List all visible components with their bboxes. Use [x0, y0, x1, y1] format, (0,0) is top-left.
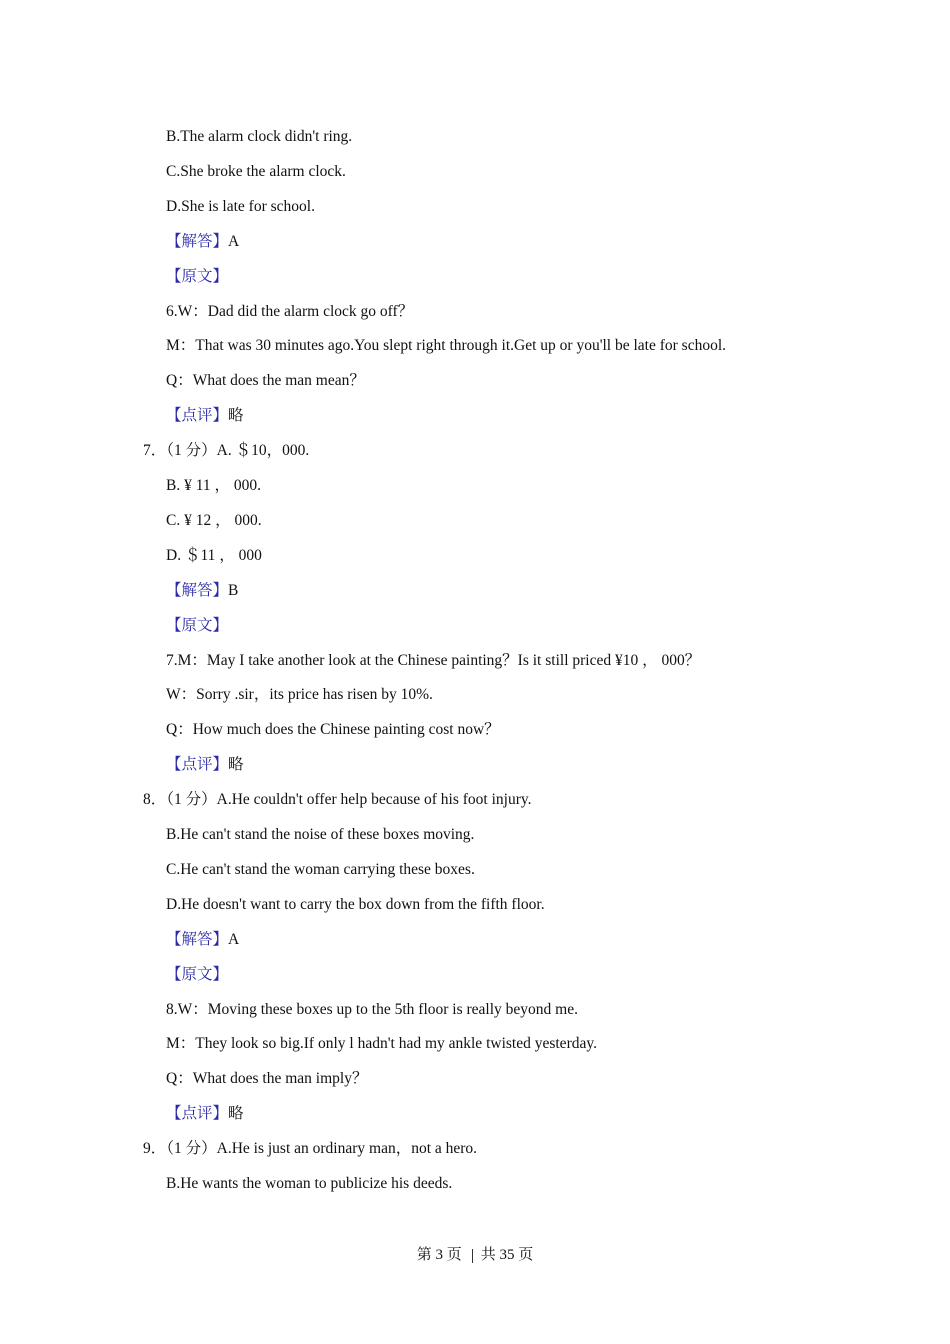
section-line — [166, 616, 228, 636]
section-tag: 【原文】 — [166, 617, 229, 634]
section-line — [166, 1104, 244, 1124]
text-line: D. ＄11 ， 000 — [166, 547, 262, 564]
section-line — [166, 406, 244, 426]
section-tag: 【点评】 — [166, 756, 229, 773]
section-line — [166, 267, 228, 287]
page-footer — [0, 1245, 950, 1265]
section-value: B — [228, 582, 239, 599]
section-line — [166, 755, 244, 775]
section-tag: 【点评】 — [166, 407, 229, 424]
section-line — [166, 232, 239, 252]
text-line: B.The alarm clock didn't ring. — [166, 128, 353, 145]
page-number: 第 3 页 — [416, 1247, 462, 1263]
section-line — [166, 930, 239, 950]
text-line: C.She broke the alarm clock. — [166, 163, 346, 180]
text-line: 7.M：May I take another look at the Chinese painting？Is it still priced ¥10 ， 000？ — [166, 652, 701, 669]
text-line: Q：What does the man mean？ — [166, 372, 365, 389]
section-tag: 【点评】 — [166, 1105, 229, 1122]
section-tag: 【原文】 — [166, 966, 229, 983]
text-line: B. ¥ 11 ， 000. — [166, 477, 262, 494]
text-line: D.He doesn't want to carry the box down from the fifth floor. — [166, 896, 545, 913]
section-value: 略 — [228, 407, 244, 424]
page-total: 共 35 页 — [480, 1247, 534, 1263]
section-value: 略 — [228, 1105, 244, 1122]
question-line: 8．（1 分）A.He couldn't offer help because of his foot injury. — [143, 791, 532, 808]
text-line: 6.W：Dad did the alarm clock go off？ — [166, 303, 414, 320]
text-line: 8.W：Moving these boxes up to the 5th floor is really beyond me. — [166, 1001, 578, 1018]
section-tag: 【解答】 — [166, 931, 229, 948]
text-line: C.He can't stand the woman carrying these boxes. — [166, 861, 475, 878]
text-line: W：Sorry .sir，its price has risen by 10%. — [166, 686, 433, 703]
footer-separator — [472, 1249, 473, 1263]
text-line: M：That was 30 minutes ago.You slept right through it.Get up or you'll be late for school. — [166, 337, 727, 354]
text-line: Q：What does the man imply？ — [166, 1070, 368, 1087]
question-line: 7．（1 分）A. ＄10，000. — [143, 442, 310, 459]
text-line: B.He can't stand the noise of these boxes moving. — [166, 826, 475, 843]
section-tag: 【原文】 — [166, 268, 229, 285]
section-tag: 【解答】 — [166, 233, 229, 250]
section-tag: 【解答】 — [166, 582, 229, 599]
section-line — [166, 965, 228, 985]
text-line: C. ¥ 12 ， 000. — [166, 512, 262, 529]
section-value: 略 — [228, 756, 244, 773]
section-line — [166, 581, 238, 601]
section-value: A — [228, 233, 240, 250]
text-line: M：They look so big.If only l hadn't had my ankle twisted yesterday. — [166, 1035, 597, 1052]
text-line: Q：How much does the Chinese painting cost now？ — [166, 721, 500, 738]
text-line: D.She is late for school. — [166, 198, 315, 215]
question-line: 9．（1 分）A.He is just an ordinary man，not a hero. — [143, 1140, 478, 1157]
text-line: B.He wants the woman to publicize his deeds. — [166, 1175, 453, 1192]
section-value: A — [228, 931, 240, 948]
